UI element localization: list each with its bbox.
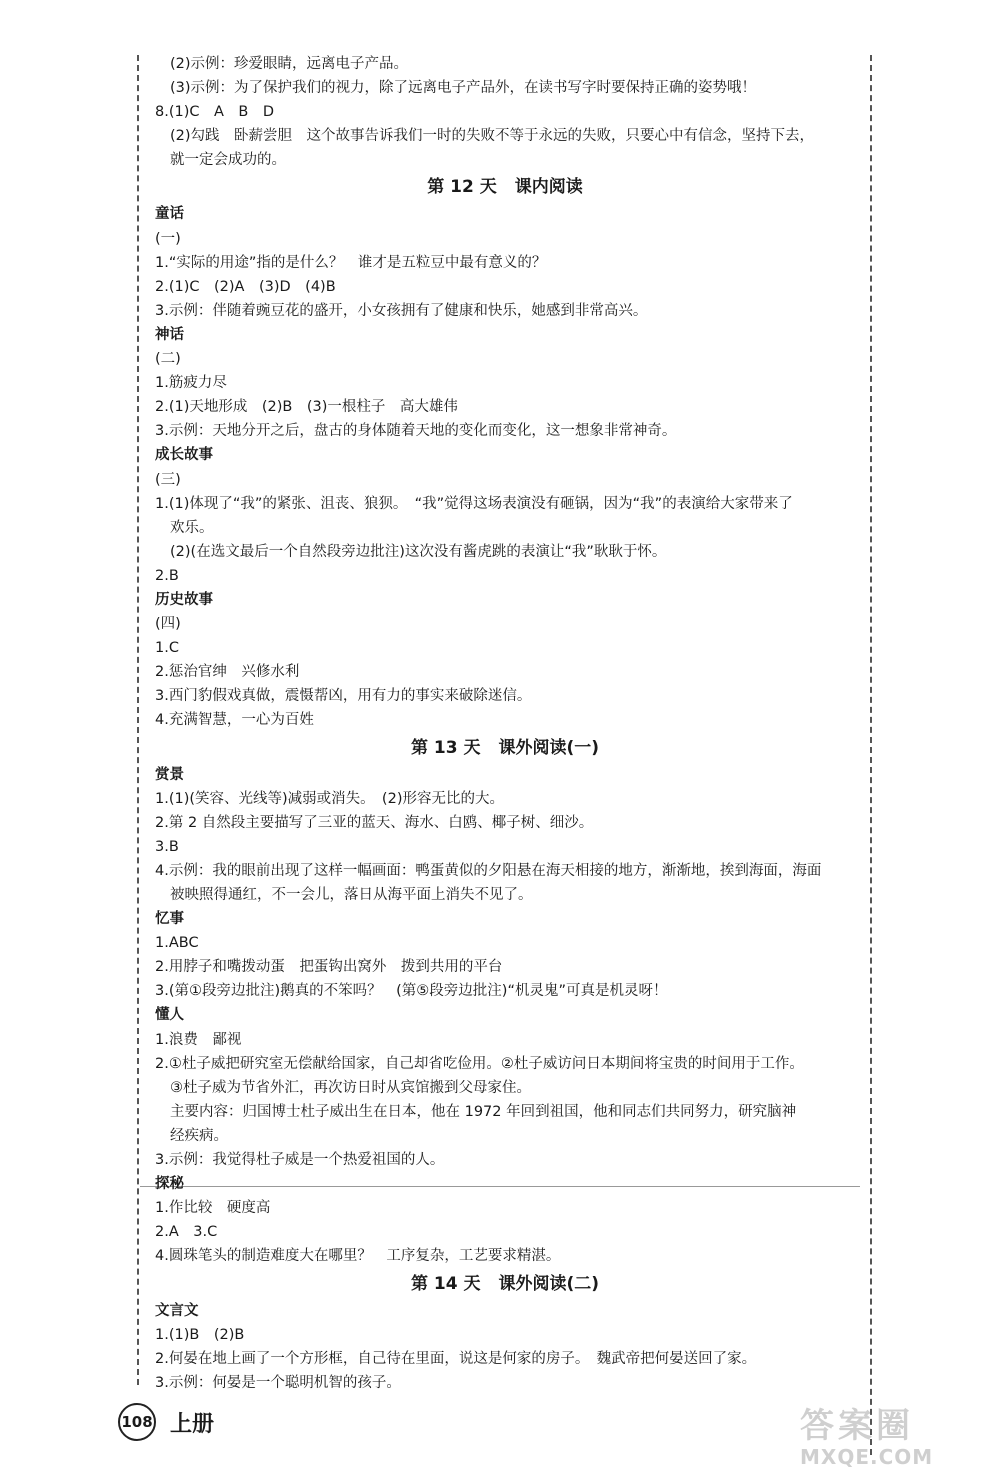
day-number: 第 12 天 (427, 177, 497, 198)
answer-line: (2)勾践 卧薪尝胆 这个故事告诉我们一时的失败不等于永远的失败，只要心中有信念，坚持下去， (170, 128, 815, 145)
section-heading: 童话 (155, 206, 184, 223)
answer-line: 2.(1)天地形成 (2)B (3)一根柱子 高大雄伟 (155, 399, 458, 416)
section-heading: 历史故事 (155, 591, 213, 608)
answer-line: 1.“实际的用途”指的是什么？ 谁才是五粒豆中最有意义的？ (155, 254, 547, 271)
answer-line: (3)示例：为了保护我们的视力，除了远离电子产品外，在读书写字时要保持正确的姿势哦！ (170, 80, 757, 97)
answer-line: 1.作比较 硬度高 (155, 1200, 271, 1217)
section-heading: 神话 (155, 326, 184, 343)
answer-line: 1.(1)体现了“我”的紧张、沮丧、狼狈。 “我”觉得这场表演没有砸锅，因为“我”的表演给大家带来了 (155, 495, 793, 512)
answer-line: 3.示例：何晏是一个聪明机智的孩子。 (155, 1374, 401, 1391)
watermark-logo (800, 1398, 990, 1468)
section-heading: 忆事 (155, 911, 184, 928)
section-heading: 懂人 (155, 1007, 184, 1024)
left-dashed-border (137, 55, 139, 1385)
answer-line: 3.示例：天地分开之后，盘古的身体随着天地的变化而变化，这一想象非常神奇。 (155, 423, 677, 440)
day-number: 第 14 天 (410, 1273, 481, 1294)
answer-line: 2.B (155, 567, 179, 584)
answer-line: (2)(在选文最后一个自然段旁边批注)这次没有酱虎跳的表演让“我”耿耿于怀。 (170, 543, 667, 560)
answer-line: (一) (155, 230, 181, 247)
answer-line: (二) (155, 351, 181, 368)
section-heading: 探秘 (155, 1176, 184, 1193)
day-title: 课内阅读 (514, 177, 583, 198)
day-heading (155, 1269, 855, 1299)
section-heading: 成长故事 (155, 447, 213, 464)
answer-line: (2)示例：珍爱眼睛，远离电子产品。 (170, 56, 409, 72)
answer-line: 1.(1)(笑容、光线等)减弱或消失。 (2)形容无比的大。 (155, 790, 504, 807)
answer-line: 2.何晏在地上画了一个方形框，自己待在里面，说这是何家的房子。 魏武帝把何晏送回了家。 (155, 1350, 757, 1367)
answer-line: 1.C (155, 640, 179, 657)
answer-line: 2.A 3.C (155, 1224, 218, 1241)
answer-line: 3.西门豹假戏真做，震慑帮凶，用有力的事实来破除迷信。 (155, 688, 532, 705)
answer-line: 1.浪费 鄙视 (155, 1031, 242, 1048)
day-number: 第 13 天 (410, 737, 481, 758)
answer-line: 1.ABC (155, 935, 199, 952)
answer-line: 2.①杜子威把研究室无偿献给国家，自己却省吃俭用。②杜子威访问日本期间将宝贵的时间用于工作。 (155, 1055, 804, 1072)
answer-line: 2.(1)C (2)A (3)D (4)B (155, 278, 336, 295)
answer-line: 2.第 2 自然段主要描写了三亚的蓝天、海水、白鸥、椰子树、细沙。 (155, 814, 594, 831)
answer-line: 欢乐。 (170, 519, 214, 536)
answer-line: (四) (155, 616, 181, 633)
answer-line: 1.筋疲力尽 (155, 375, 227, 392)
answer-line: 4.圆珠笔头的制造难度大在哪里？ 工序复杂，工艺要求精湛。 (155, 1248, 561, 1265)
answer-line: 经疾病。 (170, 1127, 228, 1144)
answer-line: 4.示例：我的眼前出现了这样一幅画面：鸭蛋黄似的夕阳悬在海天相接的地方，渐渐地，挨到海面，海面 (155, 862, 822, 879)
watermark-url: MXQE.COM (800, 1445, 934, 1469)
watermark-text: 答案圈 (800, 1406, 914, 1446)
answer-line: 8.(1)C A B D (155, 104, 275, 121)
answer-line: 4.充满智慧，一心为百姓 (155, 712, 314, 729)
answer-line: (三) (155, 471, 181, 488)
answer-line: 3.示例：我觉得杜子威是一个热爱祖国的人。 (155, 1152, 445, 1169)
answer-line: 2.用脖子和嘴拨动蛋 把蛋钩出窝外 拨到共用的平台 (155, 959, 503, 976)
section-heading: 赏景 (155, 766, 184, 783)
answer-line: 1.(1)B (2)B (155, 1326, 245, 1343)
day-title: 课外阅读(二) (498, 1273, 600, 1294)
answer-content (155, 52, 855, 1395)
page-footer (118, 1402, 214, 1442)
answer-line: 主要内容：归国博士杜子威出生在日本，他在 1972 年回到祖国，他和同志们共同努力，研究脑神 (170, 1103, 797, 1120)
answer-line: 2.惩治官绅 兴修水利 (155, 664, 300, 681)
answer-line: 就一定会成功的。 (170, 152, 286, 169)
answer-line: 3.(第①段旁边批注)鹅真的不笨吗？ (第⑤段旁边批注)“机灵鬼”可真是机灵呀！ (155, 983, 668, 1000)
page-number: 108 (118, 1403, 156, 1441)
day-heading (155, 172, 855, 202)
answer-line: 3.B (155, 838, 179, 855)
answer-line: ③杜子威为节省外汇，再次访日时从宾馆搬到父母家住。 (170, 1079, 531, 1096)
volume-label: 上册 (170, 1411, 215, 1437)
answer-line: 被映照得通红，不一会儿，落日从海平面上消失不见了。 (170, 887, 533, 903)
answer-line: 3.示例：伴随着豌豆花的盛开，小女孩拥有了健康和快乐，她感到非常高兴。 (155, 302, 648, 319)
day-title: 课外阅读(一) (498, 737, 600, 758)
right-dashed-border (870, 55, 872, 1455)
section-heading: 文言文 (155, 1302, 199, 1319)
day-heading (155, 733, 855, 763)
